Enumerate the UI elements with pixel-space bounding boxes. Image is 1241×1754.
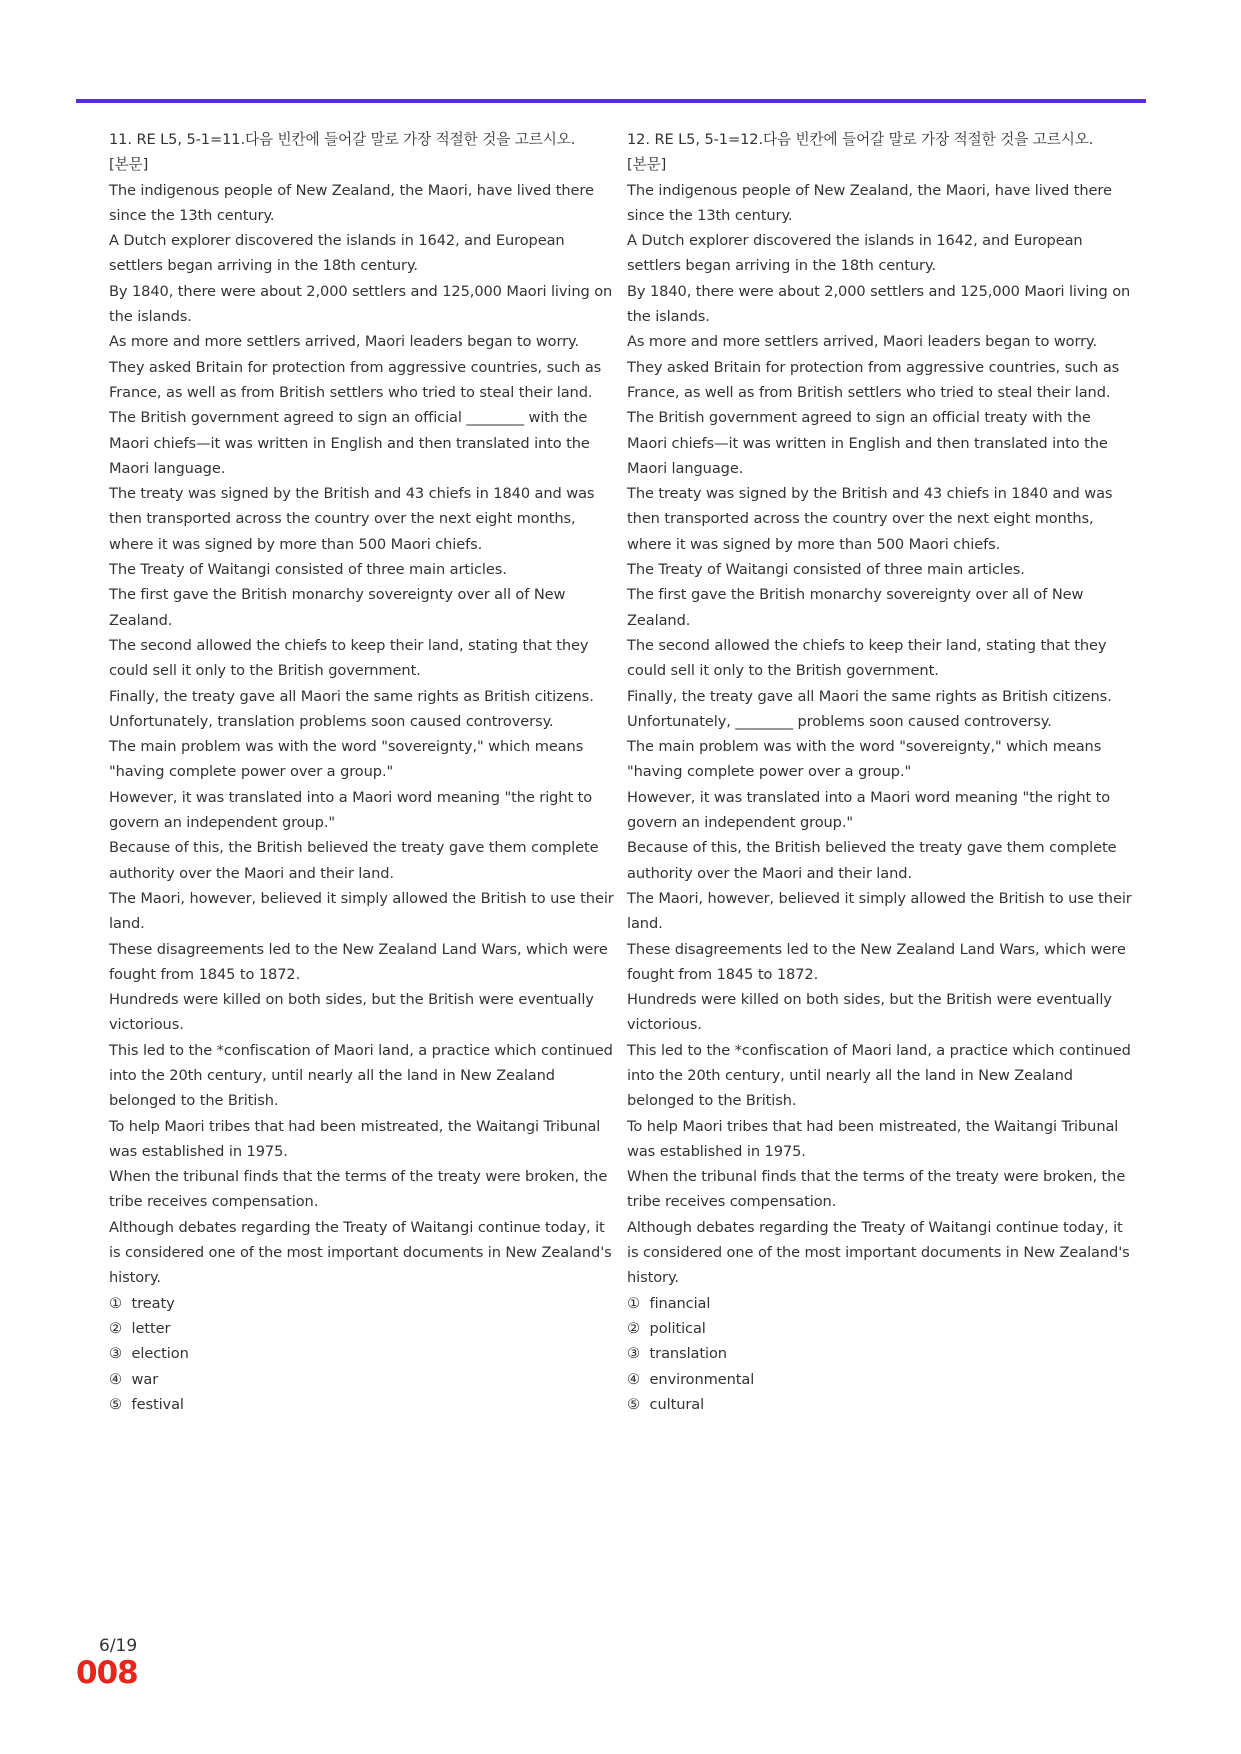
answer-choice[interactable] <box>109 1316 614 1341</box>
question-header: 11. RE L5, 5-1=11.다음 빈칸에 들어갈 말로 가장 적절한 것을 고르시오. <box>109 131 576 148</box>
answer-choice[interactable] <box>627 1291 1132 1316</box>
passage-sentence: The treaty was signed by the British and 43 chiefs in 1840 and was then transported across the country over the next eight months, where it was signed by more than 500 Maori chiefs. <box>627 485 1113 553</box>
choice-number: ④ <box>627 1370 640 1388</box>
question-header: 12. RE L5, 5-1=12.다음 빈칸에 들어갈 말로 가장 적절한 것을 고르시오. <box>627 131 1094 148</box>
passage-sentence: This led to the *confiscation of Maori land, a practice which continued into the 20th century, until nearly all the land in New Zealand belonged to the British. <box>109 1041 613 1110</box>
top-divider <box>76 99 1146 103</box>
answer-choices <box>627 1291 1132 1417</box>
choice-number: ② <box>109 1319 122 1337</box>
passage-label: [본문] <box>627 156 667 174</box>
choice-number: ③ <box>109 1345 122 1363</box>
choice-text: environmental <box>649 1370 755 1388</box>
choice-text: treaty <box>131 1294 175 1312</box>
choice-text: letter <box>131 1319 171 1337</box>
passage-sentence: However, it was translated into a Maori word meaning "the right to govern an independent group." <box>627 788 1111 832</box>
passage-sentence: Because of this, the British believed the treaty gave them complete authority over the Maori and their land. <box>109 839 599 882</box>
passage-sentence: When the tribunal finds that the terms of the treaty were broken, the tribe receives compensation. <box>109 1168 608 1211</box>
answer-choices <box>109 1291 614 1417</box>
choice-text: festival <box>131 1395 184 1413</box>
passage-sentence: A Dutch explorer discovered the islands in 1642, and European settlers began arriving in the 18th century. <box>627 232 1083 275</box>
answer-choice[interactable] <box>627 1316 1132 1341</box>
choice-text: cultural <box>649 1395 705 1413</box>
answer-choice[interactable] <box>627 1341 1132 1366</box>
passage-sentence: The indigenous people of New Zealand, the Maori, have lived there since the 13th century. <box>109 181 594 224</box>
choice-text: political <box>649 1319 706 1337</box>
passage-sentence: By 1840, there were about 2,000 settlers and 125,000 Maori living on the islands. <box>627 282 1131 326</box>
choice-text: war <box>131 1370 159 1388</box>
passage-sentence: The main problem was with the word "sovereignty," which means "having complete power over a group." <box>109 738 584 781</box>
passage-sentence: The British government agreed to sign an official ________ with the Maori chiefs—it was written in English and then translated into the Maori language. <box>109 409 590 477</box>
choice-number: ③ <box>627 1345 640 1363</box>
answer-choice[interactable] <box>109 1392 614 1417</box>
passage-sentence: The main problem was with the word "sovereignty," which means "having complete power over a group." <box>627 738 1102 781</box>
passage-sentence: To help Maori tribes that had been mistreated, the Waitangi Tribunal was established in 1975. <box>109 1117 601 1160</box>
passage-sentence: When the tribunal finds that the terms of the treaty were broken, the tribe receives compensation. <box>627 1168 1126 1211</box>
passage-sentence: By 1840, there were about 2,000 settlers and 125,000 Maori living on the islands. <box>109 282 613 326</box>
question-11 <box>109 127 614 1417</box>
passage-sentence: The British government agreed to sign an official treaty with the Maori chiefs—it was written in English and then translated into the Maori language. <box>627 409 1108 477</box>
passage-sentence: The indigenous people of New Zealand, the Maori, have lived there since the 13th century. <box>627 181 1112 224</box>
answer-choice[interactable] <box>109 1291 614 1316</box>
passage-sentence: Because of this, the British believed the treaty gave them complete authority over the Maori and their land. <box>627 839 1117 882</box>
passage-sentence: Finally, the treaty gave all Maori the same rights as British citizens. <box>109 687 594 705</box>
passage-sentence: These disagreements led to the New Zealand Land Wars, which were fought from 1845 to 1872. <box>627 940 1126 983</box>
passage-sentence: They asked Britain for protection from aggressive countries, such as France, as well as from British settlers who tried to steal their land. <box>627 358 1120 401</box>
choice-text: financial <box>649 1294 711 1312</box>
passage-label: [본문] <box>109 156 149 174</box>
choice-text: translation <box>649 1345 727 1363</box>
passage-sentence: This led to the *confiscation of Maori land, a practice which continued into the 20th century, until nearly all the land in New Zealand belonged to the British. <box>627 1041 1131 1110</box>
choice-number: ② <box>627 1319 640 1337</box>
passage-sentence: The second allowed the chiefs to keep their land, stating that they could sell it only to the British government. <box>109 636 589 680</box>
passage-sentence: Unfortunately, ________ problems soon caused controversy. <box>627 712 1052 730</box>
passage-sentence: Unfortunately, translation problems soon caused controversy. <box>109 712 554 730</box>
passage-sentence: As more and more settlers arrived, Maori leaders began to worry. <box>109 333 580 351</box>
passage-sentence: The Treaty of Waitangi consisted of three main articles. <box>627 561 1025 579</box>
choice-number: ⑤ <box>109 1395 122 1413</box>
choice-number: ⑤ <box>627 1395 640 1413</box>
choice-number: ④ <box>109 1370 122 1388</box>
passage-sentence: They asked Britain for protection from aggressive countries, such as France, as well as from British settlers who tried to steal their land. <box>109 358 602 401</box>
answer-choice[interactable] <box>627 1367 1132 1392</box>
passage-sentence: To help Maori tribes that had been mistreated, the Waitangi Tribunal was established in 1975. <box>627 1117 1119 1160</box>
passage-sentence: The first gave the British monarchy sovereignty over all of New Zealand. <box>627 586 1084 629</box>
page-number: 6/19 <box>99 1636 138 1656</box>
passage-sentence: As more and more settlers arrived, Maori leaders began to worry. <box>627 333 1098 351</box>
passage-sentence: These disagreements led to the New Zealand Land Wars, which were fought from 1845 to 1872. <box>109 940 608 983</box>
passage-sentence: Although debates regarding the Treaty of Waitangi continue today, it is considered one of the most important documents in New Zealand's history. <box>109 1218 612 1287</box>
question-12 <box>627 127 1132 1417</box>
answer-choice[interactable] <box>109 1341 614 1366</box>
passage-sentence: The second allowed the chiefs to keep their land, stating that they could sell it only to the British government. <box>627 636 1107 680</box>
passage-sentence: A Dutch explorer discovered the islands in 1642, and European settlers began arriving in the 18th century. <box>109 232 565 275</box>
choice-text: election <box>131 1345 189 1363</box>
page-code: 008 <box>76 1655 138 1691</box>
passage-sentence: The treaty was signed by the British and 43 chiefs in 1840 and was then transported across the country over the next eight months, where it was signed by more than 500 Maori chiefs. <box>109 485 595 553</box>
choice-number: ① <box>627 1294 640 1312</box>
answer-choice[interactable] <box>627 1392 1132 1417</box>
passage-sentence: The Maori, however, believed it simply allowed the British to use their land. <box>627 889 1132 933</box>
passage-sentence: Although debates regarding the Treaty of Waitangi continue today, it is considered one of the most important documents in New Zealand's history. <box>627 1218 1130 1287</box>
passage-sentence: The Treaty of Waitangi consisted of three main articles. <box>109 561 507 579</box>
passage-sentence: The first gave the British monarchy sovereignty over all of New Zealand. <box>109 586 566 629</box>
passage-sentence: Hundreds were killed on both sides, but the British were eventually victorious. <box>109 991 594 1034</box>
choice-number: ① <box>109 1294 122 1312</box>
passage-sentence: The Maori, however, believed it simply allowed the British to use their land. <box>109 889 614 933</box>
answer-choice[interactable] <box>109 1367 614 1392</box>
passage-sentence: Finally, the treaty gave all Maori the same rights as British citizens. <box>627 687 1112 705</box>
passage-sentence: However, it was translated into a Maori word meaning "the right to govern an independent group." <box>109 788 593 832</box>
passage-sentence: Hundreds were killed on both sides, but the British were eventually victorious. <box>627 991 1112 1034</box>
